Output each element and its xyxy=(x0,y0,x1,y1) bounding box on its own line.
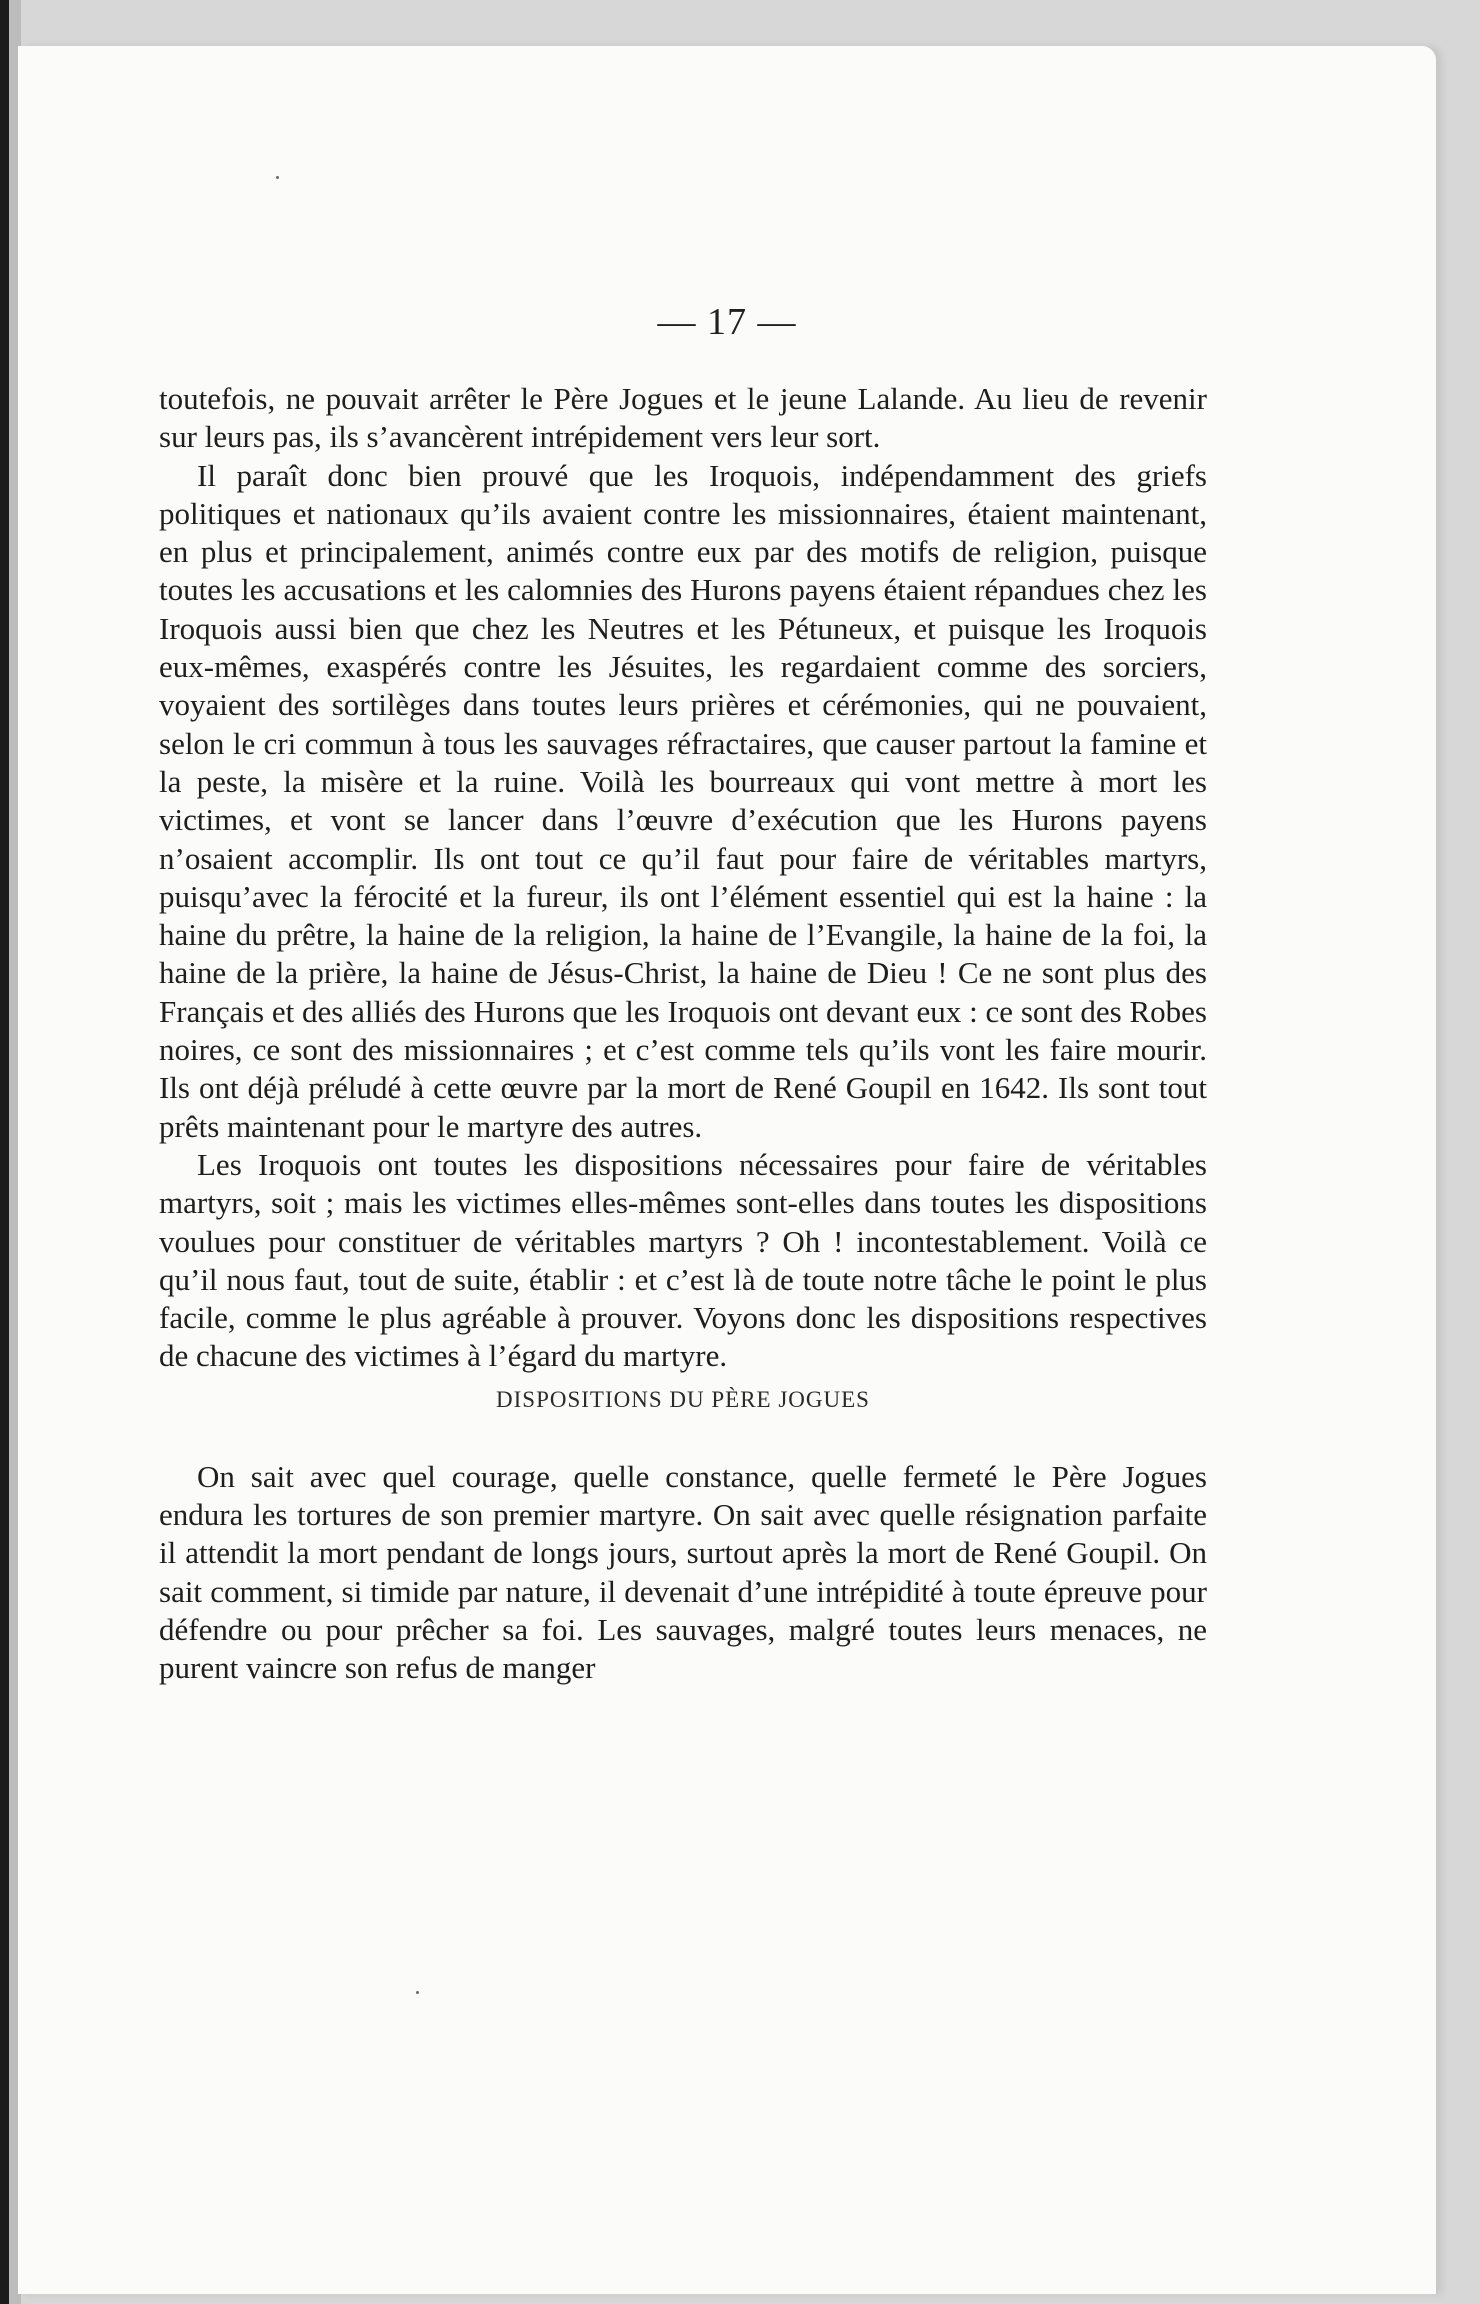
scan-edge-dark xyxy=(0,0,9,2304)
paper-speck xyxy=(276,176,279,179)
book-page xyxy=(18,46,1436,2294)
section-heading: DISPOSITIONS DU PÈRE JOGUES xyxy=(496,1386,870,1412)
body-text xyxy=(159,380,1207,1688)
page-number: — 17 — xyxy=(657,301,797,343)
paragraph-jogues-courage: On sait avec quel courage, quelle constance, quelle fermeté le Père Jogues endura les tortures de son premier martyre. On sait avec quelle résignation parfaite il attendit la mort pendant de longs jours, surtout après la mort de René Goupil. On sait comment, si timide par nature, il devenait d’une intrépidité à toute épreuve pour défendre ou pour prêcher sa foi. Les sauvages, malgré toutes leurs menaces, ne purent vaincre son refus de manger xyxy=(159,1458,1207,1686)
paragraph-iroquois-motives: Il paraît donc bien prouvé que les Iroquois, indépendamment des griefs politiques et nationaux qu’ils avaient contre les missionnaires, étaient maintenant, en plus et principalement, animés contre eux par des motifs de religion, puisque toutes les accusations et les calomnies des Hurons payens étaient répandues chez les Iroquois aussi bien que chez les Neutres et les Pétuneux, et puisque les Iroquois eux-mêmes, exaspérés contre les Jésuites, les regardaient comme des sorciers, voyaient des sortilèges dans toutes leurs prières et cérémonies, qui ne pouvaient, selon le cri commun à tous les sauvages réfractaires, que causer partout la famine et la peste, la misère et la ruine. Voilà les bourreaux qui vont mettre à mort les victimes, et vont se lancer dans l’œuvre d’exécution que les Hurons payens n’osaient accomplir. Ils ont tout ce qu’il faut pour faire de véritables martyrs, puisqu’avec la férocité et la fureur, ils ont l’élément essentiel qui est la haine : la haine du prêtre, la haine de la religion, la haine de l’Evangile, la haine de la foi, la haine de la prière, la haine de Jésus-Christ, la haine de Dieu ! Ce ne sont plus des Français et des alliés des Hurons que les Iroquois ont devant eux : ce sont des Robes noires, ce sont des missionnaires ; et c’est comme tels qu’ils vont les faire mourir. Ils ont déjà préludé à cette œuvre par la mort de René Goupil en 1642. Ils sont tout prêts maintenant pour le martyre des autres. xyxy=(159,457,1207,1144)
paragraph-dispositions: Les Iroquois ont toutes les dispositions nécessaires pour faire de véritables martyrs, soit ; mais les victimes elles-mêmes sont-elles dans toutes les dispositions voulues pour constituer de véritables martyrs ? Oh ! incontestablement. Voilà ce qu’il nous faut, tout de suite, établir : et c’est là de toute notre tâche le point le plus facile, comme le plus agréable à prouver. Voyons donc les dispositions respectives de chacune des victimes à l’égard du martyre. xyxy=(159,1146,1207,1374)
paragraph-continuation: toutefois, ne pouvait arrêter le Père Jogues et le jeune Lalande. Au lieu de revenir sur leurs pas, ils s’avancèrent intrépidement vers leur sort. xyxy=(159,381,1207,455)
paper-speck xyxy=(416,1991,419,1994)
